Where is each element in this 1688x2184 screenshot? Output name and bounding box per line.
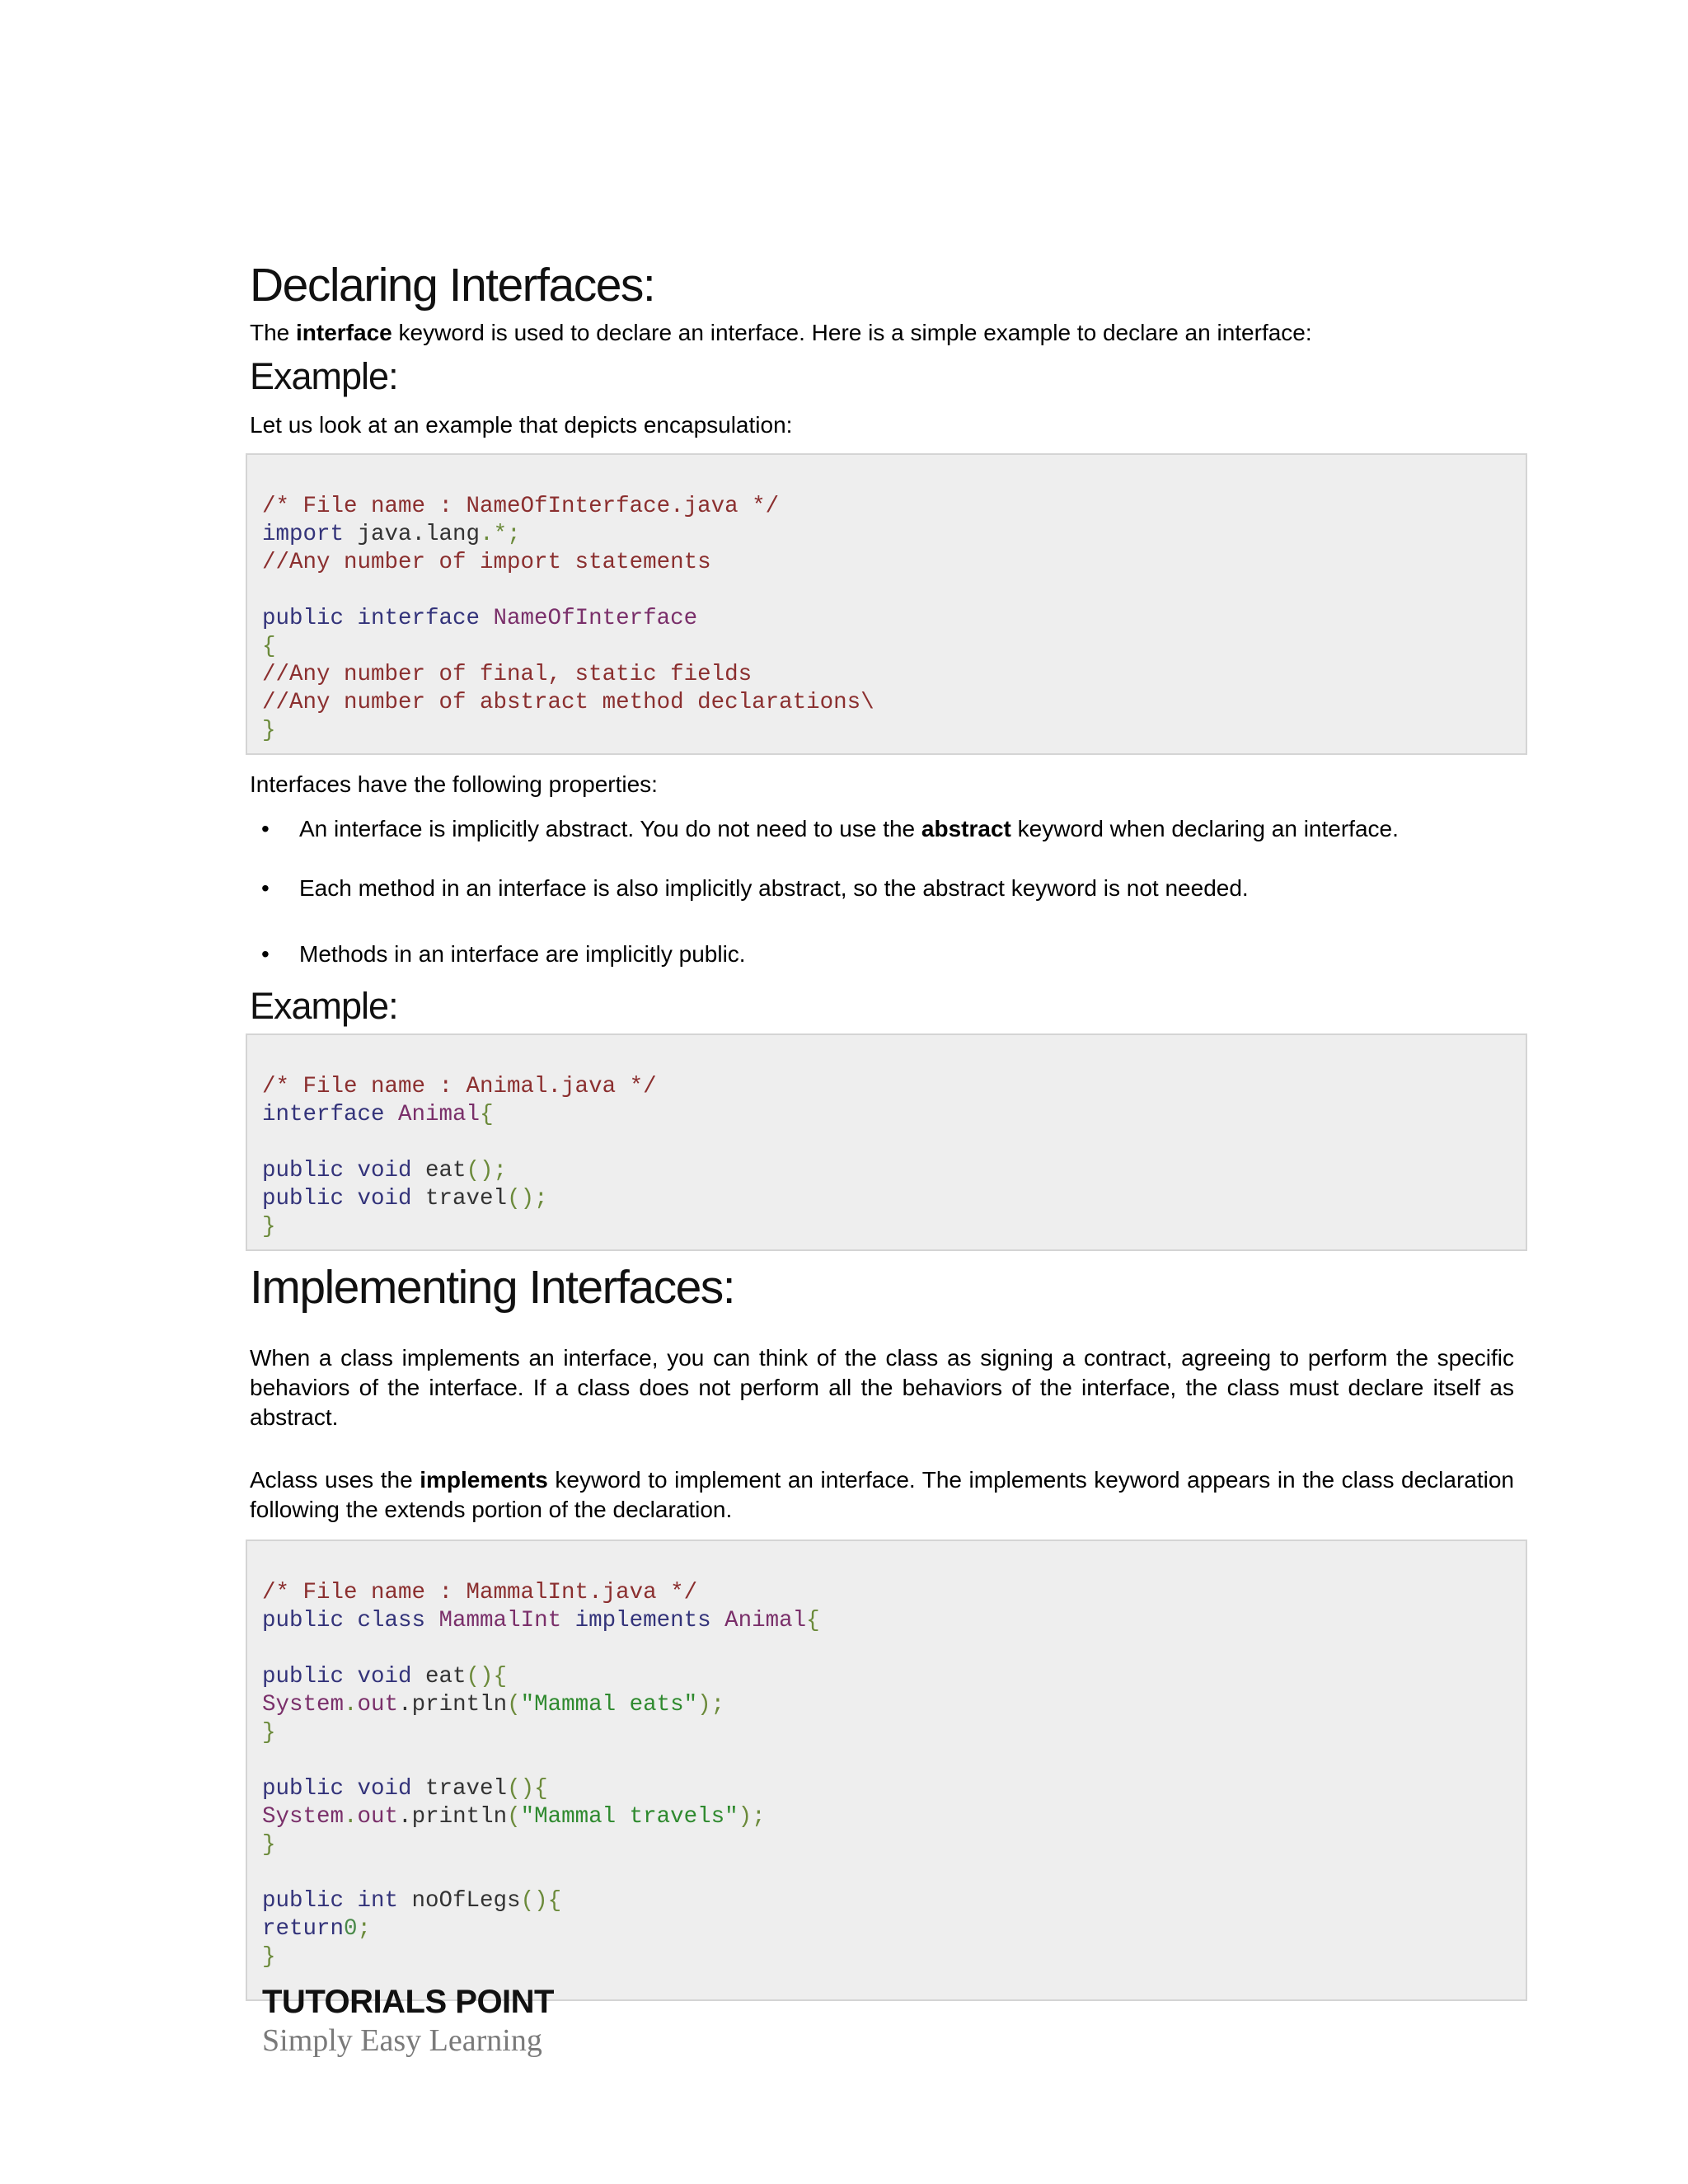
code-token: interface [262,1102,385,1127]
properties-intro: Interfaces have the following properties: [250,771,658,797]
code-token: NameOfInterface [480,606,698,631]
code-line [262,1775,1511,1803]
list-item [250,874,1514,903]
code-token: eat [411,1158,467,1183]
code-token: (); [466,1158,508,1183]
implementing-paragraph-1: When a class implements an interface, you can think of the class as signing a contract, agreeing to perform the specific behaviors of the interface. If a class does not perform all the behaviors of the interface, the class must declare itself as abstract. [250,1345,1514,1430]
code-line: } [262,1214,276,1240]
code-token: noOfLegs [398,1888,521,1914]
bullet-text-1b: keyword when declaring an interface. [1010,816,1399,841]
code-line: { [262,634,276,659]
code-token: out [357,1804,399,1830]
section-title-declaring-interfaces: Declaring Interfaces: [250,259,655,312]
bullet-text-1a: An interface is implicitly abstract. You do not need to use the [299,816,921,841]
intro-text-1: The [250,320,297,345]
code-token: ( [507,1692,521,1718]
code-line: } [262,1944,276,1970]
code-token: System [262,1692,345,1718]
page-content [250,255,1514,2001]
footer-brand: TUTORIALS POINT [262,1984,554,2020]
code-token: java.lang [344,522,481,547]
code-line [262,1157,1511,1185]
code-token: eat [411,1664,467,1690]
code-line: //Any number of import statements [262,550,711,575]
code-token: out [357,1692,399,1718]
implementing-paragraph-2 [250,1465,1514,1525]
code-blank-line [262,1129,1511,1157]
bullet-keyword: abstract [921,816,1011,841]
page-footer [262,1982,554,2060]
code-token: System [262,1804,345,1830]
code-token: ); [738,1804,766,1830]
intro-paragraph [250,318,1514,348]
code-token: ); [697,1692,725,1718]
code-token: Animal [384,1102,481,1127]
code-token: 0 [344,1916,358,1942]
code-token: public void [262,1776,412,1802]
code-blank-line [262,577,1511,605]
code-token: { [806,1608,820,1633]
code-token: . [344,1804,358,1830]
code-line: } [262,718,276,743]
code-token: "Mammal travels" [520,1804,738,1830]
code-token: Animal [710,1608,807,1633]
para2-text-2: keyword to implement an interface. The implements keyword appears in the class declaration following the extends portion of the declaration. [250,1467,1515,1522]
code-token: (); [507,1186,548,1212]
code-token: .*; [480,522,521,547]
example-intro: Let us look at an example that depicts encapsulation: [250,412,793,438]
code-line: /* File name : Animal.java */ [262,1074,657,1099]
code-line [262,521,1511,549]
example-heading-2: Example: [250,985,398,1027]
example-heading-1: Example: [250,355,398,397]
code-token: public void [262,1186,412,1212]
code-token: MammalInt [425,1608,562,1633]
code-blank-line [262,1859,1511,1887]
code-token: ( [507,1804,521,1830]
code-blank-line [262,1747,1511,1775]
code-token: return [262,1916,345,1942]
code-line [262,1803,1511,1831]
code-line: } [262,1832,276,1858]
bullet-icon: • [261,941,270,967]
code-token: travel [411,1186,508,1212]
code-token: .println [398,1804,508,1830]
code-token: (){ [507,1776,548,1802]
code-line: /* File name : NameOfInterface.java */ [262,494,780,519]
section-title-implementing-interfaces: Implementing Interfaces: [250,1261,735,1314]
list-item [250,940,1514,969]
bullet-icon: • [261,816,270,841]
code-line [262,1663,1511,1691]
code-block-nameofinterface [246,453,1527,755]
para2-text-1: Aclass uses the [250,1467,420,1493]
code-token: import [262,522,345,547]
intro-keyword: interface [296,320,392,345]
code-line [262,1915,1511,1943]
code-line: /* File name : MammalInt.java */ [262,1580,698,1605]
properties-list [250,814,1514,969]
code-token: public interface [262,606,481,631]
intro-text-2: keyword is used to declare an interface. Here is a simple example to declare an interface: [392,320,1312,345]
code-token: "Mammal eats" [520,1692,698,1718]
code-line [262,1691,1511,1719]
bullet-text-3: Methods in an interface are implicitly public. [299,941,746,967]
code-token: public void [262,1664,412,1690]
code-line [262,605,1511,633]
code-token: { [480,1102,494,1127]
bullet-icon: • [261,875,270,901]
code-token: (){ [466,1664,508,1690]
code-line [262,1185,1511,1213]
code-token: travel [411,1776,508,1802]
code-line [262,1887,1511,1915]
code-line: //Any number of final, static fields [262,662,753,687]
code-line: } [262,1720,276,1746]
footer-tagline: Simply Easy Learning [262,2023,542,2058]
code-token: implements [561,1608,711,1633]
code-token: public void [262,1158,412,1183]
code-token: .println [398,1692,508,1718]
code-token: . [344,1692,358,1718]
code-token: (){ [520,1888,562,1914]
code-blank-line [262,1635,1511,1663]
code-token: public int [262,1888,399,1914]
code-block-animal [246,1033,1527,1251]
code-token: public class [262,1608,426,1633]
code-line: //Any number of abstract method declarations\ [262,690,874,715]
code-block-mammalint [246,1540,1527,2001]
para2-keyword: implements [420,1467,548,1493]
code-line [262,1607,1511,1635]
bullet-text-2: Each method in an interface is also implicitly abstract, so the abstract keyword is not needed. [299,875,1249,901]
code-token: ; [357,1916,372,1942]
code-line [262,1101,1511,1129]
list-item [250,814,1514,844]
